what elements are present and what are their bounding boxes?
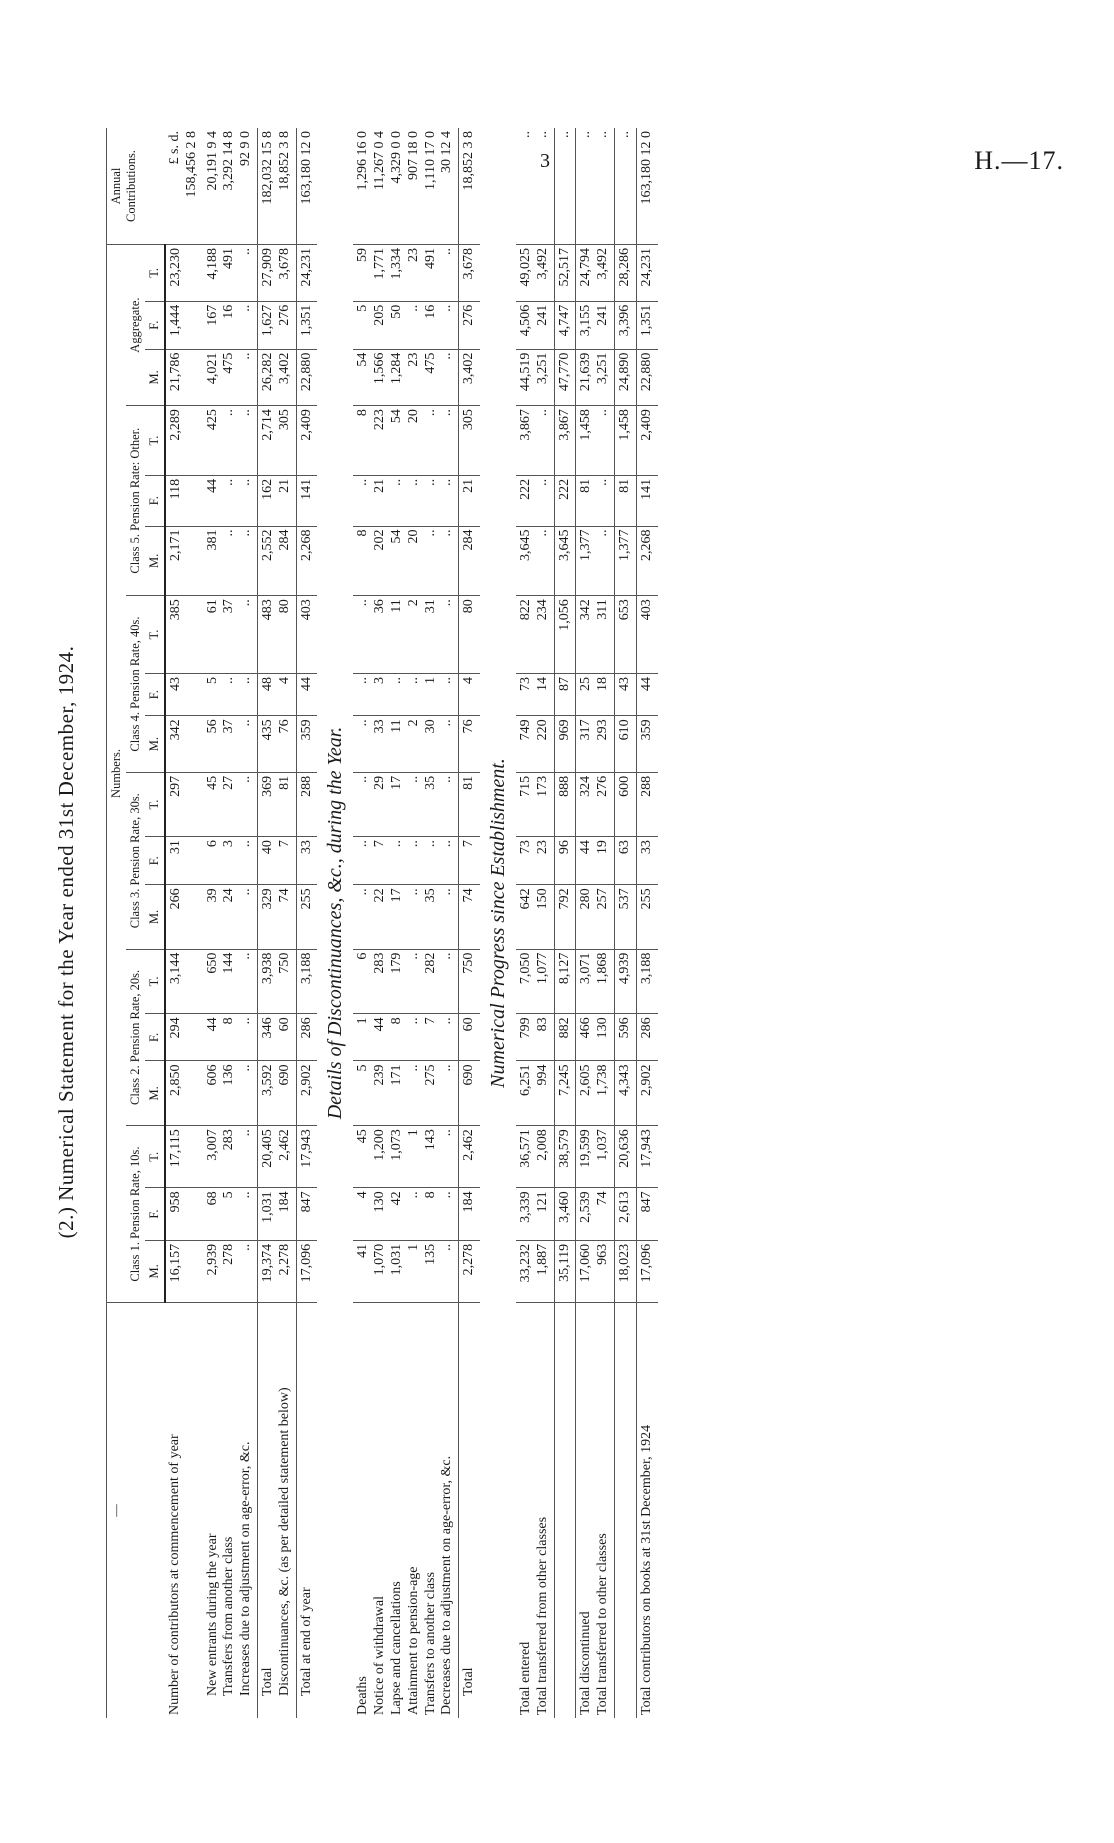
table-cell: 4,188 491 .. bbox=[203, 245, 258, 302]
table-cell: 1,031 184 bbox=[257, 1188, 296, 1241]
table-cell: 61 37 .. bbox=[203, 596, 258, 674]
table-cell: 403 bbox=[296, 596, 317, 674]
table-cell: 48 4 bbox=[257, 673, 296, 715]
table-cell: 63 bbox=[614, 837, 636, 885]
table-cell: 141 bbox=[296, 475, 317, 526]
table-cell: 36,571 2,008 bbox=[516, 1126, 554, 1188]
table-cell: 2,289 bbox=[165, 406, 203, 476]
table-cell: 16,157 bbox=[165, 1240, 203, 1302]
table-cell: 20,636 bbox=[614, 1126, 636, 1188]
table-cell: 52,517 bbox=[554, 245, 576, 302]
table-cell: 2,409 bbox=[636, 406, 657, 476]
table-cell: 21,786 bbox=[165, 349, 203, 406]
table-cell: 43 bbox=[614, 673, 636, 715]
sex-column-header: T. bbox=[145, 949, 165, 1014]
class-group-header: Class 4. Pension Rate, 40s. bbox=[126, 596, 145, 773]
table-cell: 24,890 bbox=[614, 349, 636, 406]
table-title: (2.) Numerical Statement for the Year ended 31st December, 1924. bbox=[54, 645, 78, 1239]
table-cell: 2,268 bbox=[636, 526, 657, 596]
table-cell: 4,747 bbox=[554, 301, 576, 349]
row-label: Total Discontinuances, &c. (as per detailed statement below) bbox=[257, 1302, 296, 1718]
table-cell: 690 bbox=[459, 1061, 480, 1126]
table-cell: 1,444 bbox=[165, 301, 203, 349]
table-cell: 35,119 bbox=[554, 1240, 576, 1302]
table-cell: 3,645 bbox=[554, 526, 576, 596]
table-cell: 1,377 bbox=[614, 526, 636, 596]
table-cell: 2,850 bbox=[165, 1061, 203, 1126]
table-cell: 33,232 1,887 bbox=[516, 1240, 554, 1302]
numbers-header: Numbers. bbox=[107, 245, 127, 1303]
table-cell: 25 18 bbox=[576, 673, 615, 715]
table-cell: 715 173 bbox=[516, 772, 554, 836]
table-cell: 2,552 284 bbox=[257, 526, 296, 596]
table-cell: 7 bbox=[459, 837, 480, 885]
table-cell: 2,462 bbox=[459, 1126, 480, 1188]
table-cell: 1,296 16 0 11,267 0 4 4,329 0 0 907 18 0 1,110 17 0 30 12 4 bbox=[353, 128, 458, 245]
table-row bbox=[459, 128, 480, 1718]
table-cell: 19,374 2,278 bbox=[257, 1240, 296, 1302]
table-cell: 81 .. bbox=[576, 475, 615, 526]
rotated-table-area bbox=[54, 126, 1094, 1758]
table-cell: 33 bbox=[296, 837, 317, 885]
table-cell: 26,282 3,402 bbox=[257, 349, 296, 406]
row-label: Total at end of year bbox=[296, 1302, 317, 1718]
table-cell: 184 bbox=[459, 1188, 480, 1241]
class-group-header: Class 5. Pension Rate: Other. bbox=[126, 406, 145, 596]
table-cell: 342 311 bbox=[576, 596, 615, 674]
table-cell: 596 bbox=[614, 1014, 636, 1061]
class-group-header: Aggregate. bbox=[126, 245, 145, 406]
table-cell: 141 bbox=[636, 475, 657, 526]
table-cell: 297 bbox=[165, 772, 203, 836]
table-cell: 294 bbox=[165, 1014, 203, 1061]
sex-column-header: F. bbox=[145, 301, 165, 349]
section-heading-row bbox=[317, 128, 353, 1718]
table-cell: .. bbox=[554, 128, 576, 245]
table-cell: 59 1,771 1,334 23 491 .. bbox=[353, 245, 458, 302]
table-cell: .. bbox=[614, 128, 636, 245]
table-cell: 255 bbox=[296, 885, 317, 949]
section-heading: Numerical Progress since Establishment. bbox=[486, 758, 509, 1088]
table-row bbox=[203, 128, 258, 1718]
sex-column-header: M. bbox=[145, 716, 165, 773]
table-cell: .. 36 11 2 31 .. bbox=[353, 596, 458, 674]
table-cell: 610 bbox=[614, 716, 636, 773]
table-cell: 3,396 bbox=[614, 301, 636, 349]
table-cell: 3,867 .. bbox=[516, 406, 554, 476]
sex-column-header: T. bbox=[145, 1126, 165, 1188]
document-reference: H.—17. bbox=[974, 146, 1064, 175]
table-cell: 21 bbox=[459, 475, 480, 526]
table-cell: 4 bbox=[459, 673, 480, 715]
table-cell: 822 234 bbox=[516, 596, 554, 674]
table-cell: 425 .. .. bbox=[203, 406, 258, 476]
table-row bbox=[165, 128, 203, 1718]
table-row bbox=[257, 128, 296, 1718]
table-row bbox=[296, 128, 317, 1718]
row-label bbox=[614, 1302, 636, 1718]
table-cell: 6 3 .. bbox=[203, 837, 258, 885]
table-cell: 17,060 963 bbox=[576, 1240, 615, 1302]
table-cell: 359 bbox=[636, 716, 657, 773]
sex-column-header: T. bbox=[145, 596, 165, 674]
class-group-header: Class 3. Pension Rate, 30s. bbox=[126, 772, 145, 949]
table-cell: 81 bbox=[614, 475, 636, 526]
table-cell: 5 239 171 .. 275 .. bbox=[353, 1061, 458, 1126]
table-cell: 286 bbox=[636, 1014, 657, 1061]
table-cell: 24,231 bbox=[636, 245, 657, 302]
table-cell: 369 81 bbox=[257, 772, 296, 836]
table-cell: 329 74 bbox=[257, 885, 296, 949]
table-cell: 2,902 bbox=[636, 1061, 657, 1126]
table-cell: 280 257 bbox=[576, 885, 615, 949]
row-label: New entrants during the year Transfers from another class Increases due to adjustment on age-error, &c. bbox=[203, 1302, 258, 1718]
table-row bbox=[614, 128, 636, 1718]
table-cell: 888 bbox=[554, 772, 576, 836]
table-cell: 5 205 50 .. 16 .. bbox=[353, 301, 458, 349]
table-cell: 87 bbox=[554, 673, 576, 715]
label-column-header: — bbox=[107, 1302, 166, 1718]
table-cell: 167 16 .. bbox=[203, 301, 258, 349]
table-cell: 5 .. .. bbox=[203, 673, 258, 715]
table-cell: 385 bbox=[165, 596, 203, 674]
row-label: Total bbox=[459, 1302, 480, 1718]
table-cell: 3,460 bbox=[554, 1188, 576, 1241]
table-cell: 2,714 305 bbox=[257, 406, 296, 476]
table-row bbox=[353, 128, 458, 1718]
table-cell: 8 223 54 20 .. .. bbox=[353, 406, 458, 476]
table-cell: 284 bbox=[459, 526, 480, 596]
table-cell: 288 bbox=[296, 772, 317, 836]
table-cell: 403 bbox=[636, 596, 657, 674]
table-cell: 286 bbox=[296, 1014, 317, 1061]
sex-column-header: T. bbox=[145, 406, 165, 476]
row-label: Number of contributors at commencement of year bbox=[165, 1302, 203, 1718]
table-cell: 882 bbox=[554, 1014, 576, 1061]
table-cell: 22,880 bbox=[636, 349, 657, 406]
table-cell: 47,770 bbox=[554, 349, 576, 406]
table-cell: 847 bbox=[296, 1188, 317, 1241]
table-cell: 49,025 3,492 bbox=[516, 245, 554, 302]
table-cell: 653 bbox=[614, 596, 636, 674]
table-cell: 73 23 bbox=[516, 837, 554, 885]
table-cell: 3,144 bbox=[165, 949, 203, 1014]
table-cell: 4,506 241 bbox=[516, 301, 554, 349]
table-cell: 1,351 bbox=[296, 301, 317, 349]
row-label: Total discontinued Total transferred to other classes bbox=[576, 1302, 615, 1718]
class-group-header: Class 2. Pension Rate, 20s. bbox=[126, 949, 145, 1126]
table-cell: 3,155 241 bbox=[576, 301, 615, 349]
table-cell: 21,639 3,251 bbox=[576, 349, 615, 406]
table-cell: 4,343 bbox=[614, 1061, 636, 1126]
table-cell: 650 144 .. bbox=[203, 949, 258, 1014]
page-number: 3 bbox=[540, 150, 550, 172]
sex-column-header: T. bbox=[145, 245, 165, 302]
table-cell: 44 8 .. bbox=[203, 1014, 258, 1061]
row-label bbox=[554, 1302, 576, 1718]
table-cell: 18,023 bbox=[614, 1240, 636, 1302]
table-cell: 4,021 475 .. bbox=[203, 349, 258, 406]
table-cell: 28,286 bbox=[614, 245, 636, 302]
table-cell: 2,539 74 bbox=[576, 1188, 615, 1241]
table-cell: 163,180 12 0 bbox=[296, 128, 317, 245]
table-cell: 43 bbox=[165, 673, 203, 715]
table-cell: 1,458 bbox=[614, 406, 636, 476]
table-cell: 537 bbox=[614, 885, 636, 949]
table-cell: 3,007 283 .. bbox=[203, 1126, 258, 1188]
table-cell: 2,409 bbox=[296, 406, 317, 476]
sex-column-header: M. bbox=[145, 885, 165, 949]
table-cell: 3,645 .. bbox=[516, 526, 554, 596]
table-cell: 1 44 8 .. 7 .. bbox=[353, 1014, 458, 1061]
table-cell: 22,880 bbox=[296, 349, 317, 406]
table-cell: 7,050 1,077 bbox=[516, 949, 554, 1014]
table-cell: 305 bbox=[459, 406, 480, 476]
table-cell: 44 bbox=[296, 673, 317, 715]
table-row bbox=[516, 128, 554, 1718]
table-cell: £ s. d. 158,456 2 8 bbox=[165, 128, 203, 245]
sex-column-header: F. bbox=[145, 837, 165, 885]
row-label: Deaths Notice of withdrawal Lapse and cancellations Attainment to pension-age Transfers to another class Decreases due to adjustment on age-error, &c. bbox=[353, 1302, 458, 1718]
table-cell: 2,278 bbox=[459, 1240, 480, 1302]
table-cell: 33 bbox=[636, 837, 657, 885]
table-cell: 3,188 bbox=[636, 949, 657, 1014]
table-cell: 182,032 15 8 18,852 3 8 bbox=[257, 128, 296, 245]
table-cell: 1,627 276 bbox=[257, 301, 296, 349]
table-cell: 2,902 bbox=[296, 1061, 317, 1126]
table-row bbox=[636, 128, 657, 1718]
table-row bbox=[576, 128, 615, 1718]
sex-column-header: T. bbox=[145, 772, 165, 836]
table-cell: 2,605 1,738 bbox=[576, 1061, 615, 1126]
table-cell: 4 130 42 .. 8 .. bbox=[353, 1188, 458, 1241]
table-cell: 1,351 bbox=[636, 301, 657, 349]
table-cell: 466 130 bbox=[576, 1014, 615, 1061]
table-cell: 80 bbox=[459, 596, 480, 674]
table-cell: 2,613 bbox=[614, 1188, 636, 1241]
table-cell: 20,191 9 4 3,292 14 8 92 9 0 bbox=[203, 128, 258, 245]
table-cell: .. .. bbox=[576, 128, 615, 245]
table-cell: 346 60 bbox=[257, 1014, 296, 1061]
table-cell: 8,127 bbox=[554, 949, 576, 1014]
table-cell: 45 1,200 1,073 1 143 .. bbox=[353, 1126, 458, 1188]
table-cell: 73 14 bbox=[516, 673, 554, 715]
table-cell: 17,096 bbox=[636, 1240, 657, 1302]
table-cell: 44 19 bbox=[576, 837, 615, 885]
table-cell: 68 5 .. bbox=[203, 1188, 258, 1241]
table-cell: 44 .. .. bbox=[203, 475, 258, 526]
table-cell: 276 bbox=[459, 301, 480, 349]
table-cell: 17,115 bbox=[165, 1126, 203, 1188]
table-cell: 20,405 2,462 bbox=[257, 1126, 296, 1188]
table-cell: 40 7 bbox=[257, 837, 296, 885]
table-cell: 342 bbox=[165, 716, 203, 773]
table-cell: 6,251 994 bbox=[516, 1061, 554, 1126]
section-heading-row bbox=[480, 128, 516, 1718]
table-cell: 435 76 bbox=[257, 716, 296, 773]
table-cell: 1,377 .. bbox=[576, 526, 615, 596]
sex-column-header: M. bbox=[145, 526, 165, 596]
table-cell: 39 24 .. bbox=[203, 885, 258, 949]
table-cell: 38,579 bbox=[554, 1126, 576, 1188]
sex-column-header: F. bbox=[145, 1188, 165, 1241]
table-cell: 4,939 bbox=[614, 949, 636, 1014]
table-cell: 118 bbox=[165, 475, 203, 526]
table-cell: .. 3 .. .. 1 .. bbox=[353, 673, 458, 715]
table-cell: 324 276 bbox=[576, 772, 615, 836]
numerical-statement-table bbox=[106, 128, 658, 1718]
table-cell: .. 21 .. .. .. .. bbox=[353, 475, 458, 526]
table-cell: 317 293 bbox=[576, 716, 615, 773]
table-cell: 44,519 3,251 bbox=[516, 349, 554, 406]
table-cell: 96 bbox=[554, 837, 576, 885]
table-cell: 642 150 bbox=[516, 885, 554, 949]
table-cell: 958 bbox=[165, 1188, 203, 1241]
table-cell: 7,245 bbox=[554, 1061, 576, 1126]
annual-contributions-header: Annual Contributions. bbox=[107, 128, 166, 245]
table-cell: .. 7 .. .. .. .. bbox=[353, 837, 458, 885]
table-cell: 56 37 .. bbox=[203, 716, 258, 773]
table-cell: 60 bbox=[459, 1014, 480, 1061]
table-cell: 41 1,070 1,031 1 135 .. bbox=[353, 1240, 458, 1302]
table-row bbox=[554, 128, 576, 1718]
table-cell: 54 1,566 1,284 23 475 .. bbox=[353, 349, 458, 406]
table-cell: 76 bbox=[459, 716, 480, 773]
table-cell: .. 22 17 .. 35 .. bbox=[353, 885, 458, 949]
table-cell: 3,402 bbox=[459, 349, 480, 406]
table-body bbox=[165, 128, 658, 1718]
table-cell: 17,943 bbox=[636, 1126, 657, 1188]
table-cell: 799 83 bbox=[516, 1014, 554, 1061]
table-cell: 1,458 .. bbox=[576, 406, 615, 476]
table-cell: 44 bbox=[636, 673, 657, 715]
table-cell: 45 27 .. bbox=[203, 772, 258, 836]
table-cell: 27,909 3,678 bbox=[257, 245, 296, 302]
table-cell: 17,096 bbox=[296, 1240, 317, 1302]
table-cell: 847 bbox=[636, 1188, 657, 1241]
table-cell: 222 .. bbox=[516, 475, 554, 526]
table-cell: 606 136 .. bbox=[203, 1061, 258, 1126]
table-cell: 3,339 121 bbox=[516, 1188, 554, 1241]
table-cell: 483 80 bbox=[257, 596, 296, 674]
table-cell: 1,056 bbox=[554, 596, 576, 674]
table-cell: 18,852 3 8 bbox=[459, 128, 480, 245]
section-heading: Details of Discontinuances, &c., during the Year. bbox=[324, 726, 347, 1120]
table-cell: 74 bbox=[459, 885, 480, 949]
table-cell: 2,171 bbox=[165, 526, 203, 596]
table-cell: 3,071 1,868 bbox=[576, 949, 615, 1014]
table-cell: 288 bbox=[636, 772, 657, 836]
table-cell: .. 33 11 2 30 .. bbox=[353, 716, 458, 773]
row-label: Total entered Total transferred from other classes bbox=[516, 1302, 554, 1718]
header-row-numbers bbox=[107, 128, 127, 1718]
row-label: Total contributors on books at 31st December, 1924 bbox=[636, 1302, 657, 1718]
sex-column-header: F. bbox=[145, 1014, 165, 1061]
table-cell: 3,592 690 bbox=[257, 1061, 296, 1126]
table-cell: 2,939 278 .. bbox=[203, 1240, 258, 1302]
table-cell: 359 bbox=[296, 716, 317, 773]
sex-column-header: M. bbox=[145, 349, 165, 406]
table-cell: 23,230 bbox=[165, 245, 203, 302]
table-cell: 162 21 bbox=[257, 475, 296, 526]
table-cell: 163,180 12 0 bbox=[636, 128, 657, 245]
table-cell: 6 283 179 .. 282 .. bbox=[353, 949, 458, 1014]
table-cell: 2,268 bbox=[296, 526, 317, 596]
table-cell: 3,867 bbox=[554, 406, 576, 476]
table-cell: 749 220 bbox=[516, 716, 554, 773]
table-cell: 3,188 bbox=[296, 949, 317, 1014]
table-cell: 3,938 750 bbox=[257, 949, 296, 1014]
table-cell: 969 bbox=[554, 716, 576, 773]
table-cell: 222 bbox=[554, 475, 576, 526]
table-cell: 24,231 bbox=[296, 245, 317, 302]
table-cell: 792 bbox=[554, 885, 576, 949]
table-cell: 3,678 bbox=[459, 245, 480, 302]
sex-column-header: M. bbox=[145, 1240, 165, 1302]
table-cell: 81 bbox=[459, 772, 480, 836]
table-cell: 381 .. .. bbox=[203, 526, 258, 596]
table-cell: 600 bbox=[614, 772, 636, 836]
table-cell: 255 bbox=[636, 885, 657, 949]
table-cell: 266 bbox=[165, 885, 203, 949]
table-cell: 24,794 3,492 bbox=[576, 245, 615, 302]
sex-column-header: F. bbox=[145, 673, 165, 715]
table-cell: 31 bbox=[165, 837, 203, 885]
table-cell: 750 bbox=[459, 949, 480, 1014]
table-cell: 19,599 1,037 bbox=[576, 1126, 615, 1188]
sex-column-header: M. bbox=[145, 1061, 165, 1126]
class-group-header: Class 1. Pension Rate, 10s. bbox=[126, 1126, 145, 1303]
sex-column-header: F. bbox=[145, 475, 165, 526]
table-cell: 17,943 bbox=[296, 1126, 317, 1188]
table-cell: .. .. bbox=[516, 128, 554, 245]
table-cell: .. 29 17 .. 35 .. bbox=[353, 772, 458, 836]
table-cell: 8 202 54 20 .. .. bbox=[353, 526, 458, 596]
